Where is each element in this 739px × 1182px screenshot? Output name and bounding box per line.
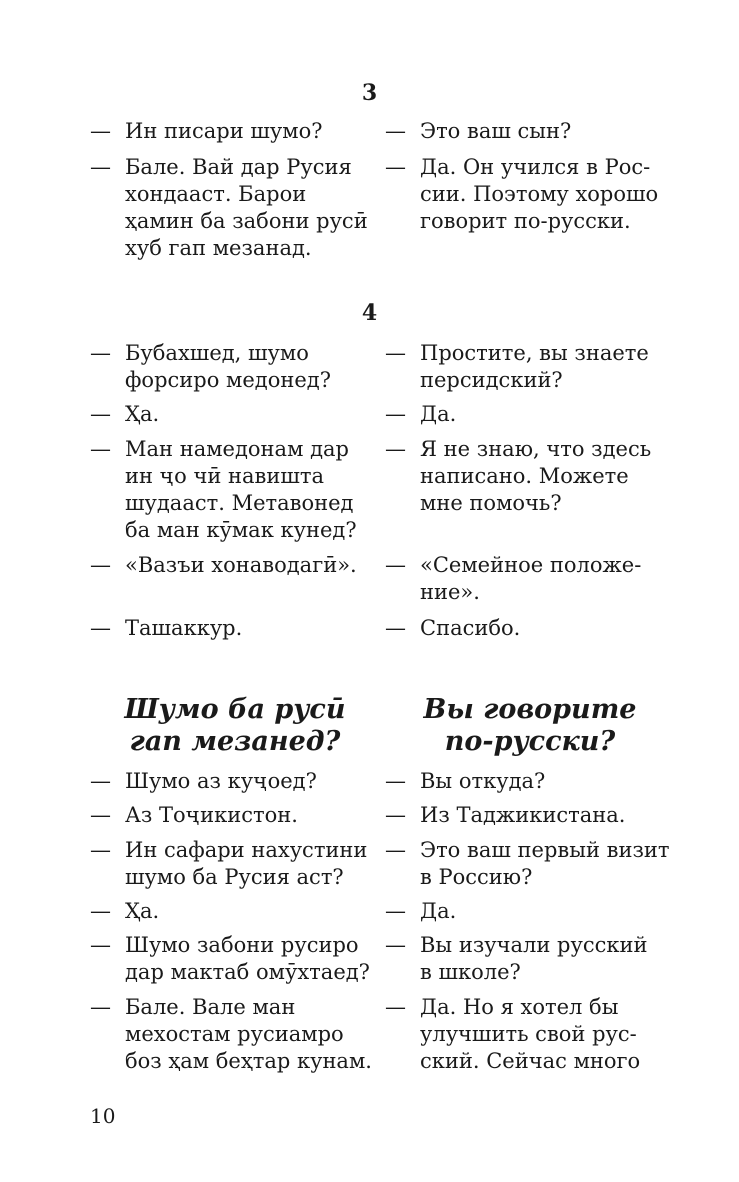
- dialogue-text: форсиро медонед?: [125, 368, 331, 392]
- dialogue-text: боз ҳам беҳтар кунам.: [125, 1049, 372, 1073]
- dialogue-text: ба ман кӯмак кунед?: [125, 518, 357, 542]
- dialogue-text: Это ваш сын?: [420, 119, 572, 143]
- dash-marker: —: [385, 838, 406, 862]
- dialogue-text: Я не знаю, что здесь: [420, 437, 652, 461]
- dash-marker: —: [385, 341, 406, 365]
- dialogue-text: хондааст. Барои: [125, 182, 307, 206]
- dash-marker: —: [90, 933, 111, 957]
- dash-marker: —: [90, 155, 111, 179]
- dash-marker: —: [385, 402, 406, 426]
- dialogue-text: сии. Поэтому хорошо: [420, 182, 659, 206]
- dialogue-text: Шумо забони русиро: [125, 933, 359, 957]
- dialogue-text: Аз Тоҷикистон.: [125, 803, 298, 827]
- page-number: 10: [90, 1104, 116, 1128]
- dash-marker: —: [90, 769, 111, 793]
- dialogue-text: говорит по-русски.: [420, 209, 631, 233]
- dialogue-text: персидский?: [420, 368, 563, 392]
- dialogue-text: Это ваш первый визит: [420, 838, 670, 862]
- heading-line: по-русски?: [444, 726, 616, 757]
- dialogue-text: Бале. Вай дар Русия: [125, 155, 352, 179]
- dash-marker: —: [90, 341, 111, 365]
- dialogue-text: ский. Сейчас много: [420, 1049, 641, 1073]
- dialogue-text: Ин сафари нахустини: [125, 838, 368, 862]
- dash-marker: —: [90, 899, 111, 923]
- dialogue-text: «Вазъи хонаводагӣ».: [125, 553, 357, 577]
- dialogue-text: шумо ба Русия аст?: [125, 865, 344, 889]
- dialogue-line-cont: [90, 235, 380, 316]
- dialogue-text: Вы откуда?: [420, 769, 546, 793]
- dialogue-text: ние».: [420, 580, 480, 604]
- dialogue-text: Да. Он учился в Рос-: [420, 155, 651, 179]
- dash-marker: —: [385, 769, 406, 793]
- dialogue-text: Простите, вы знаете: [420, 341, 649, 365]
- dash-marker: —: [385, 616, 406, 640]
- dash-marker: —: [385, 933, 406, 957]
- dash-marker: —: [385, 803, 406, 827]
- dialogue-line-cont: [90, 1048, 380, 1129]
- dialogue-text: Шумо аз куҷоед?: [125, 769, 317, 793]
- dash-marker: —: [385, 119, 406, 143]
- dialogue-text: Ташаккур.: [125, 616, 243, 640]
- dash-marker: —: [385, 553, 406, 577]
- dialogue-text: Ин писари шумо?: [125, 119, 323, 143]
- dialogue-text: Да.: [420, 899, 457, 923]
- dash-marker: —: [90, 402, 111, 426]
- dash-marker: —: [90, 553, 111, 577]
- dialogue-text: улучшить свой рус-: [420, 1022, 637, 1046]
- dialogue-text: Спасибо.: [420, 616, 521, 640]
- dialogue-text: мехостам русиамро: [125, 1022, 344, 1046]
- dialogue-text: Да. Но я хотел бы: [420, 995, 619, 1019]
- dialogue-text: Ҳа.: [125, 899, 160, 923]
- section-heading-russian: [385, 694, 675, 758]
- dash-marker: —: [90, 437, 111, 461]
- dash-marker: —: [90, 119, 111, 143]
- dialogue-text: Да.: [420, 402, 457, 426]
- dialogue-text: Вы изучали русский: [420, 933, 648, 957]
- heading-line: Шумо ба русӣ: [124, 694, 346, 725]
- dialogue-text: Бале. Вале ман: [125, 995, 296, 1019]
- dash-marker: —: [90, 838, 111, 862]
- dialogue-text: хуб гап мезанад.: [125, 236, 312, 260]
- dialogue-text: написано. Можете: [420, 464, 629, 488]
- dash-marker: —: [385, 899, 406, 923]
- dialogue-text: в школе?: [420, 960, 521, 984]
- dialogue-text: Ҳа.: [125, 402, 160, 426]
- dialogue-text: дар мактаб омӯхтаед?: [125, 960, 370, 984]
- dash-marker: —: [90, 616, 111, 640]
- heading-line: гап мезанед?: [129, 726, 341, 757]
- dialogue-text: Бубахшед, шумо: [125, 341, 309, 365]
- dialogue-text: Из Таджикистана.: [420, 803, 626, 827]
- dialogue-line-cont: [385, 208, 675, 289]
- section-heading-tajik: [90, 694, 380, 758]
- dash-marker: —: [90, 995, 111, 1019]
- dialogue-text: ин ҷо чӣ навишта: [125, 464, 325, 488]
- dialogue-text: мне помочь?: [420, 491, 562, 515]
- dialogue-text: шудааст. Метавонед: [125, 491, 354, 515]
- dialogue-line-cont: [385, 1048, 675, 1129]
- section-number-4: 4: [361, 300, 378, 326]
- heading-line: Вы говорите: [423, 694, 637, 725]
- dash-marker: —: [385, 995, 406, 1019]
- dash-marker: —: [385, 155, 406, 179]
- dialogue-text: «Семейное положе-: [420, 553, 642, 577]
- dialogue-text: ҳамин ба забони русӣ: [125, 209, 368, 233]
- dash-marker: —: [385, 437, 406, 461]
- dialogue-text: в Россию?: [420, 865, 533, 889]
- section-number-3: 3: [361, 80, 378, 106]
- dialogue-text: Ман намедонам дар: [125, 437, 349, 461]
- dash-marker: —: [90, 803, 111, 827]
